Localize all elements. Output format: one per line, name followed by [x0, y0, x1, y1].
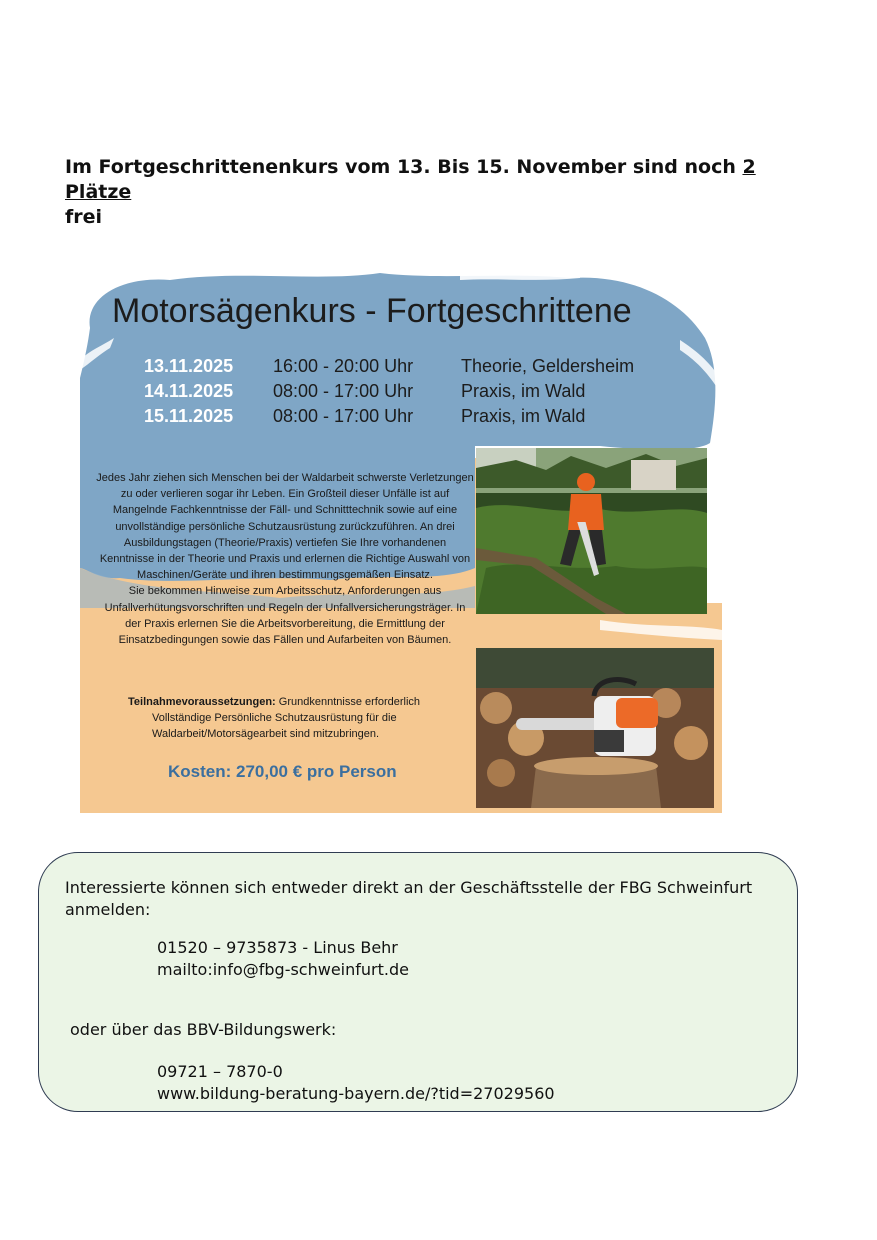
schedule-time: 16:00 - 20:00 Uhr [273, 356, 414, 376]
prereq-text: Waldarbeit/Motorsägearbeit sind mitzubringen. [152, 728, 380, 741]
contact-phone: 01520 – 9735873 - Linus Behr [157, 938, 398, 957]
prerequisites [128, 694, 458, 743]
headline [65, 155, 785, 230]
headline-text-end: frei [65, 206, 103, 228]
prereq-label: Teilnahmevoraussetzungen: [128, 696, 276, 708]
contact-email-link[interactable]: mailto:info@fbg-schweinfurt.de [157, 960, 409, 979]
headline-text: Im Fortgeschrittenenkurs vom 13. Bis 15. November sind noch [65, 156, 743, 178]
contact-box [38, 852, 798, 1112]
alt-contact-intro: oder über das BBV-Bildungswerk: [70, 1020, 337, 1039]
schedule-date: 13.11.2025 [144, 356, 234, 376]
contact-intro: Interessierte können sich entweder direkt an der Geschäftsstelle der FBG Schweinfurt [65, 878, 753, 897]
schedule-time: 08:00 - 17:00 Uhr [273, 381, 414, 401]
forest-worker-photo [476, 448, 707, 614]
course-cost: Kosten: 270,00 € pro Person [168, 762, 397, 781]
flyer-title: Motorsägenkurs - Fortgeschrittene [112, 292, 632, 330]
contact-intro: anmelden: [65, 900, 151, 919]
prereq-text: Grundkenntnisse erforderlich [275, 696, 421, 708]
description-paragraph: Jedes Jahr ziehen sich Menschen bei der Waldarbeit schwerste Verletzungen zu oder verlieren sogar ihr Leben. Ein Großteil dieser Unfälle ist auf Mangelnde Fachkenntnisse der Fäll- und Schnitttechnik sowie auf eine unvollständige persönliche Schutzausrüstung zurückzuführen. An drei Ausbildungstagen (Theorie/Praxis) vertiefen Sie Ihre vorhandenen Kenntnisse in der Theorie und Praxis und erlernen die Richtige Auswahl von Maschinen/Geräte und ihren bestimmungsgemäßen Einsatz. [96, 472, 474, 582]
schedule-date: 14.11.2025 [144, 381, 234, 401]
registration-url-link[interactable]: www.bildung-beratung-bayern.de/?tid=27029560 [157, 1084, 555, 1103]
description-paragraph: Sie bekommen Hinweise zum Arbeitsschutz, Anforderungen aus Unfallverhütungsvorschriften und Regeln der Unfallversicherungsträger. In der Praxis erlernen Sie die Arbeitsvorbereitung, die Ermittlung der Einsatzbedingungen sowie das Fällen und Aufarbeiten von Bäumen. [104, 585, 466, 647]
schedule-place: Praxis, im Wald [461, 406, 586, 426]
course-flyer [80, 268, 722, 813]
schedule-date: 15.11.2025 [144, 406, 234, 426]
schedule-place: Theorie, Geldersheim [461, 356, 635, 376]
schedule-time: 08:00 - 17:00 Uhr [273, 406, 414, 426]
contact-phone: 09721 – 7870-0 [157, 1062, 283, 1081]
course-description [96, 470, 474, 648]
prereq-text: Vollständige Persönliche Schutzausrüstung für die [152, 712, 397, 725]
free-places: 2 Plätze [65, 156, 756, 203]
schedule-place: Praxis, im Wald [461, 381, 586, 401]
chainsaw-photo [476, 648, 714, 808]
